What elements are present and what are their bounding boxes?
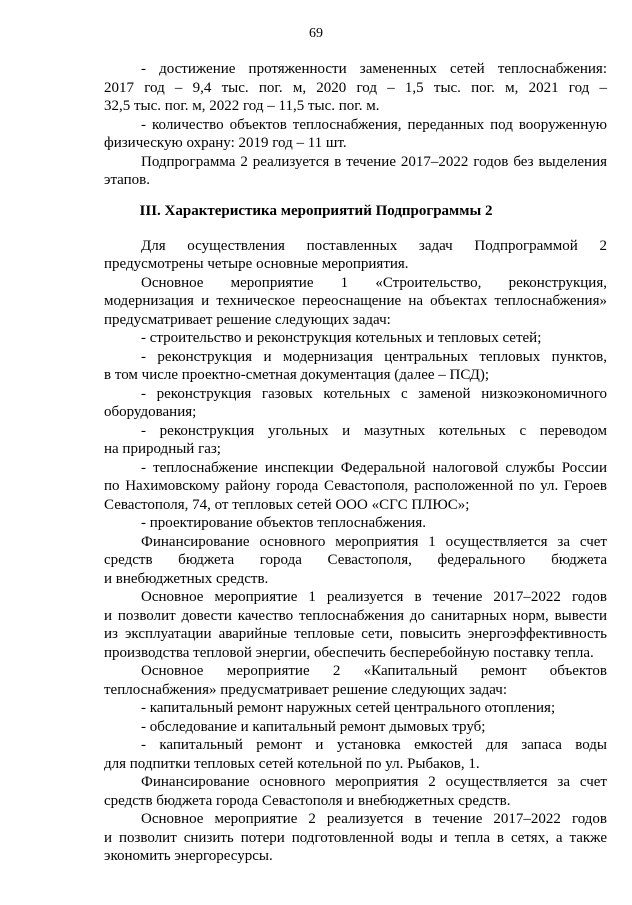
paragraph-line: теплоснабжения» предусматривает решение следующих задач: <box>104 682 508 698</box>
section-heading: III. Характеристика мероприятий Подпрограммы 2 <box>139 203 493 219</box>
page-number: 69 <box>309 26 323 41</box>
paragraph-line: и внебюджетных средств. <box>104 571 269 587</box>
paragraph-line: предусмотрены четыре основные мероприятия. <box>104 256 409 272</box>
paragraph-line: 32,5 тыс. пог. м, 2022 год – 11,5 тыс. пог. м. <box>104 98 380 114</box>
paragraph-line: - реконструкция угольных и мазутных котельных с переводом <box>141 423 607 439</box>
paragraph-line: - достижение протяженности замененных сетей теплоснабжения: <box>141 61 607 77</box>
paragraph-line: и позволит довести качество теплоснабжения до санитарных норм, вывести <box>104 608 607 624</box>
paragraph-line: - строительство и реконструкция котельных и тепловых сетей; <box>141 330 542 346</box>
paragraph-line: на природный газ; <box>104 441 221 457</box>
paragraph-line: и позволит снизить потери подготовленной воды и тепла в сетях, а также <box>104 830 607 846</box>
paragraph-line: оборудования; <box>104 404 197 420</box>
paragraph-line: - реконструкция и модернизация центральных тепловых пунктов, <box>141 349 607 365</box>
paragraph-line: Основное мероприятие 1 «Строительство, реконструкция, <box>141 275 607 291</box>
paragraph-line: экономить энергоресурсы. <box>104 848 273 864</box>
paragraph-line: в том числе проектно-сметная документация (далее – ПСД); <box>104 367 489 383</box>
paragraph-line: предусматривает решение следующих задач: <box>104 312 391 328</box>
paragraph-line: для подпитки тепловых сетей котельной по ул. Рыбаков, 1. <box>104 756 480 772</box>
paragraph-line: - проектирование объектов теплоснабжения. <box>141 515 426 531</box>
paragraph-line: по Нахимовскому району города Севастополя, расположенной по ул. Героев <box>104 478 607 494</box>
paragraph-line: - обследование и капитальный ремонт дымовых труб; <box>141 719 486 735</box>
paragraph-line: Основное мероприятие 1 реализуется в течение 2017–2022 годов <box>141 589 607 605</box>
paragraph-line: Финансирование основного мероприятия 1 осуществляется за счет <box>141 534 607 550</box>
paragraph-line: Севастополя, 74, от тепловых сетей ООО «СГС ПЛЮС»; <box>104 497 470 513</box>
paragraph-line: Основное мероприятие 2 реализуется в течение 2017–2022 годов <box>141 811 607 827</box>
paragraph-line: средств бюджета города Севастополя и внебюджетных средств. <box>104 793 511 809</box>
paragraph-line: из эксплуатации аварийные тепловые сети, повысить энергоэффективность <box>104 626 607 642</box>
paragraph-line: Основное мероприятие 2 «Капитальный ремонт объектов <box>141 663 607 679</box>
paragraph-line: 2017 год – 9,4 тыс. пог. м, 2020 год – 1,5 тыс. пог. м, 2021 год – <box>104 80 607 96</box>
paragraph-line: средств бюджета города Севастополя, федерального бюджета <box>104 552 607 568</box>
paragraph-line: Финансирование основного мероприятия 2 осуществляется за счет <box>141 774 607 790</box>
paragraph-line: - количество объектов теплоснабжения, переданных под вооруженную <box>141 117 607 133</box>
paragraph-line: Для осуществления поставленных задач Подпрограммой 2 <box>141 238 607 254</box>
paragraph-line: физическую охрану: 2019 год – 11 шт. <box>104 135 347 151</box>
paragraph-line: - теплоснабжение инспекции Федеральной налоговой службы России <box>141 460 607 476</box>
paragraph-line: - капитальный ремонт наружных сетей центрального отопления; <box>141 700 556 716</box>
paragraph-line: этапов. <box>104 172 150 188</box>
paragraph-line: производства тепловой энергии, обеспечить бесперебойную поставку тепла. <box>104 645 594 661</box>
paragraph-line: модернизация и техническое переоснащение на объектах теплоснабжения» <box>104 293 607 309</box>
paragraph-line: - капитальный ремонт и установка емкостей для запаса воды <box>141 737 607 753</box>
paragraph-line: - реконструкция газовых котельных с заменой низкоэкономичного <box>141 386 607 402</box>
paragraph-line: Подпрограмма 2 реализуется в течение 2017–2022 годов без выделения <box>141 154 607 170</box>
